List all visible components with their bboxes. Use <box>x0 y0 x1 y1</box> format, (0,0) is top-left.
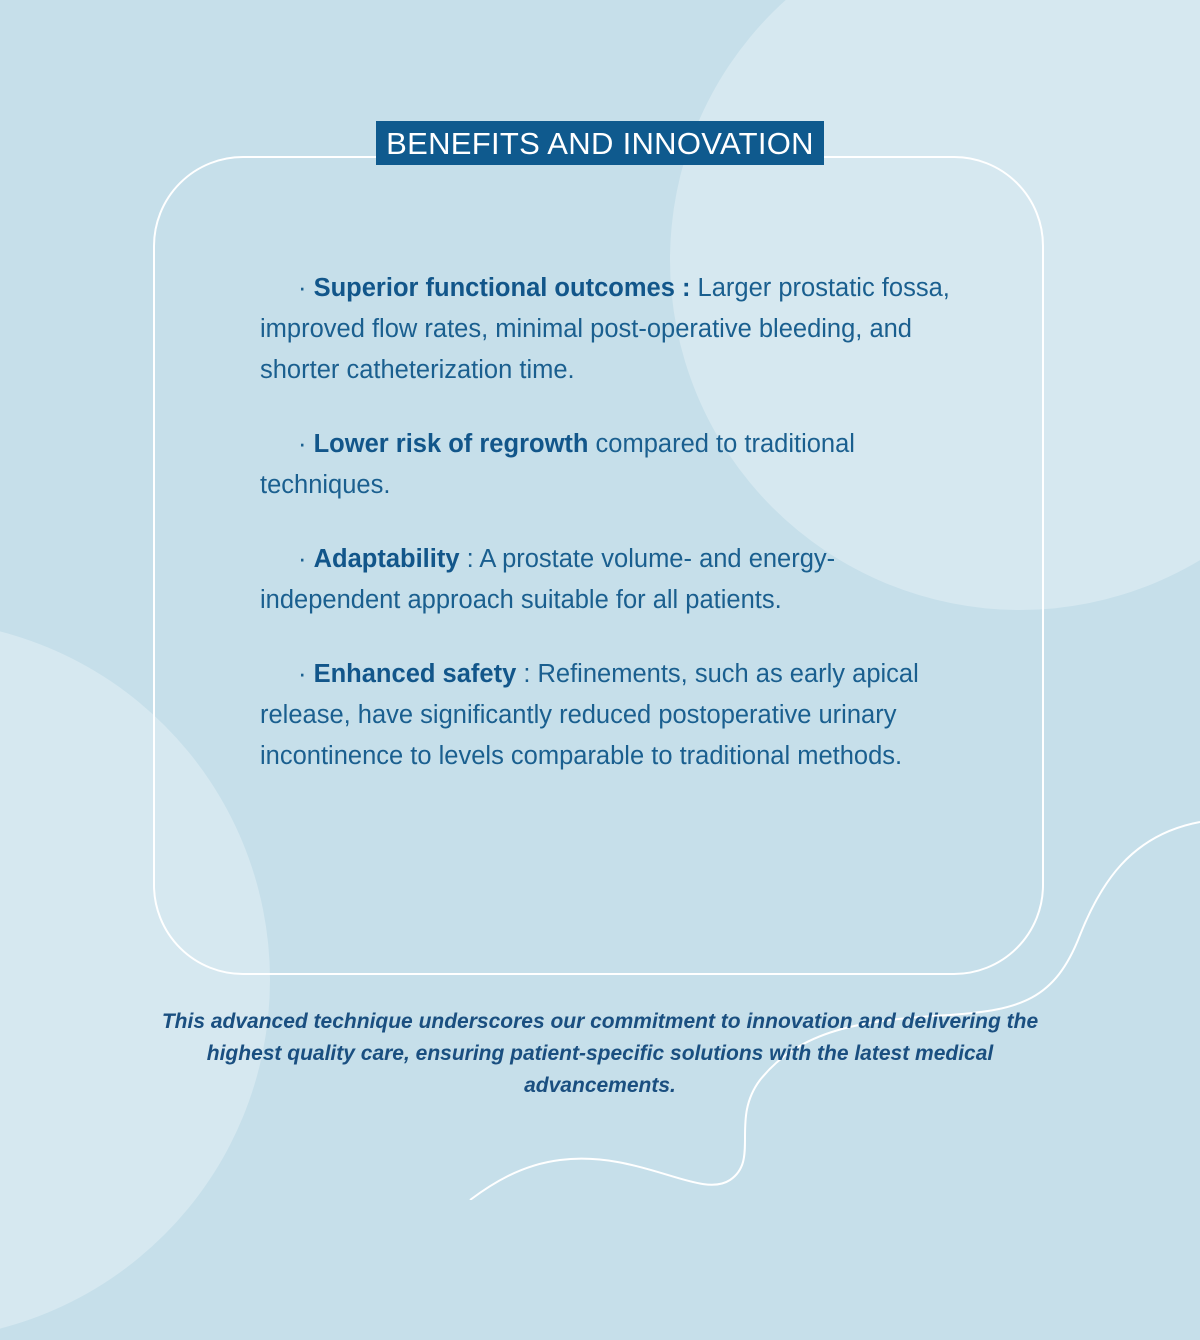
benefit-item <box>260 268 950 391</box>
benefit-item <box>260 539 950 621</box>
benefit-text: compared to traditional techniques. <box>260 430 855 499</box>
bullet: · <box>298 660 307 688</box>
benefit-item <box>260 654 950 777</box>
benefit-text: Larger prostatic fossa, improved flow rates, minimal post-operative bleeding, and shorter catheterization time. <box>260 274 950 384</box>
page-title: BENEFITS AND INNOVATION <box>376 121 824 165</box>
benefit-title: Enhanced safety <box>313 660 517 688</box>
benefit-text: : Refinements, such as early apical release, have significantly reduced postoperative urinary incontinence to levels comparable to traditional methods. <box>260 660 919 770</box>
benefit-text: : A prostate volume- and energy-independent approach suitable for all patients. <box>260 545 836 614</box>
bullet: · <box>298 274 307 302</box>
footer-statement: This advanced technique underscores our commitment to innovation and delivering the highest quality care, ensuring patient-specific solutions with the latest medical advancements. <box>161 1010 1039 1097</box>
benefit-title: Lower risk of regrowth <box>313 430 589 458</box>
benefits-list <box>260 268 950 810</box>
heading-container <box>0 121 1200 165</box>
bullet: · <box>298 545 307 573</box>
bullet: · <box>298 430 307 458</box>
benefit-item <box>260 424 950 506</box>
benefit-title: Adaptability <box>313 545 460 573</box>
benefit-title: Superior functional outcomes : <box>313 274 691 302</box>
